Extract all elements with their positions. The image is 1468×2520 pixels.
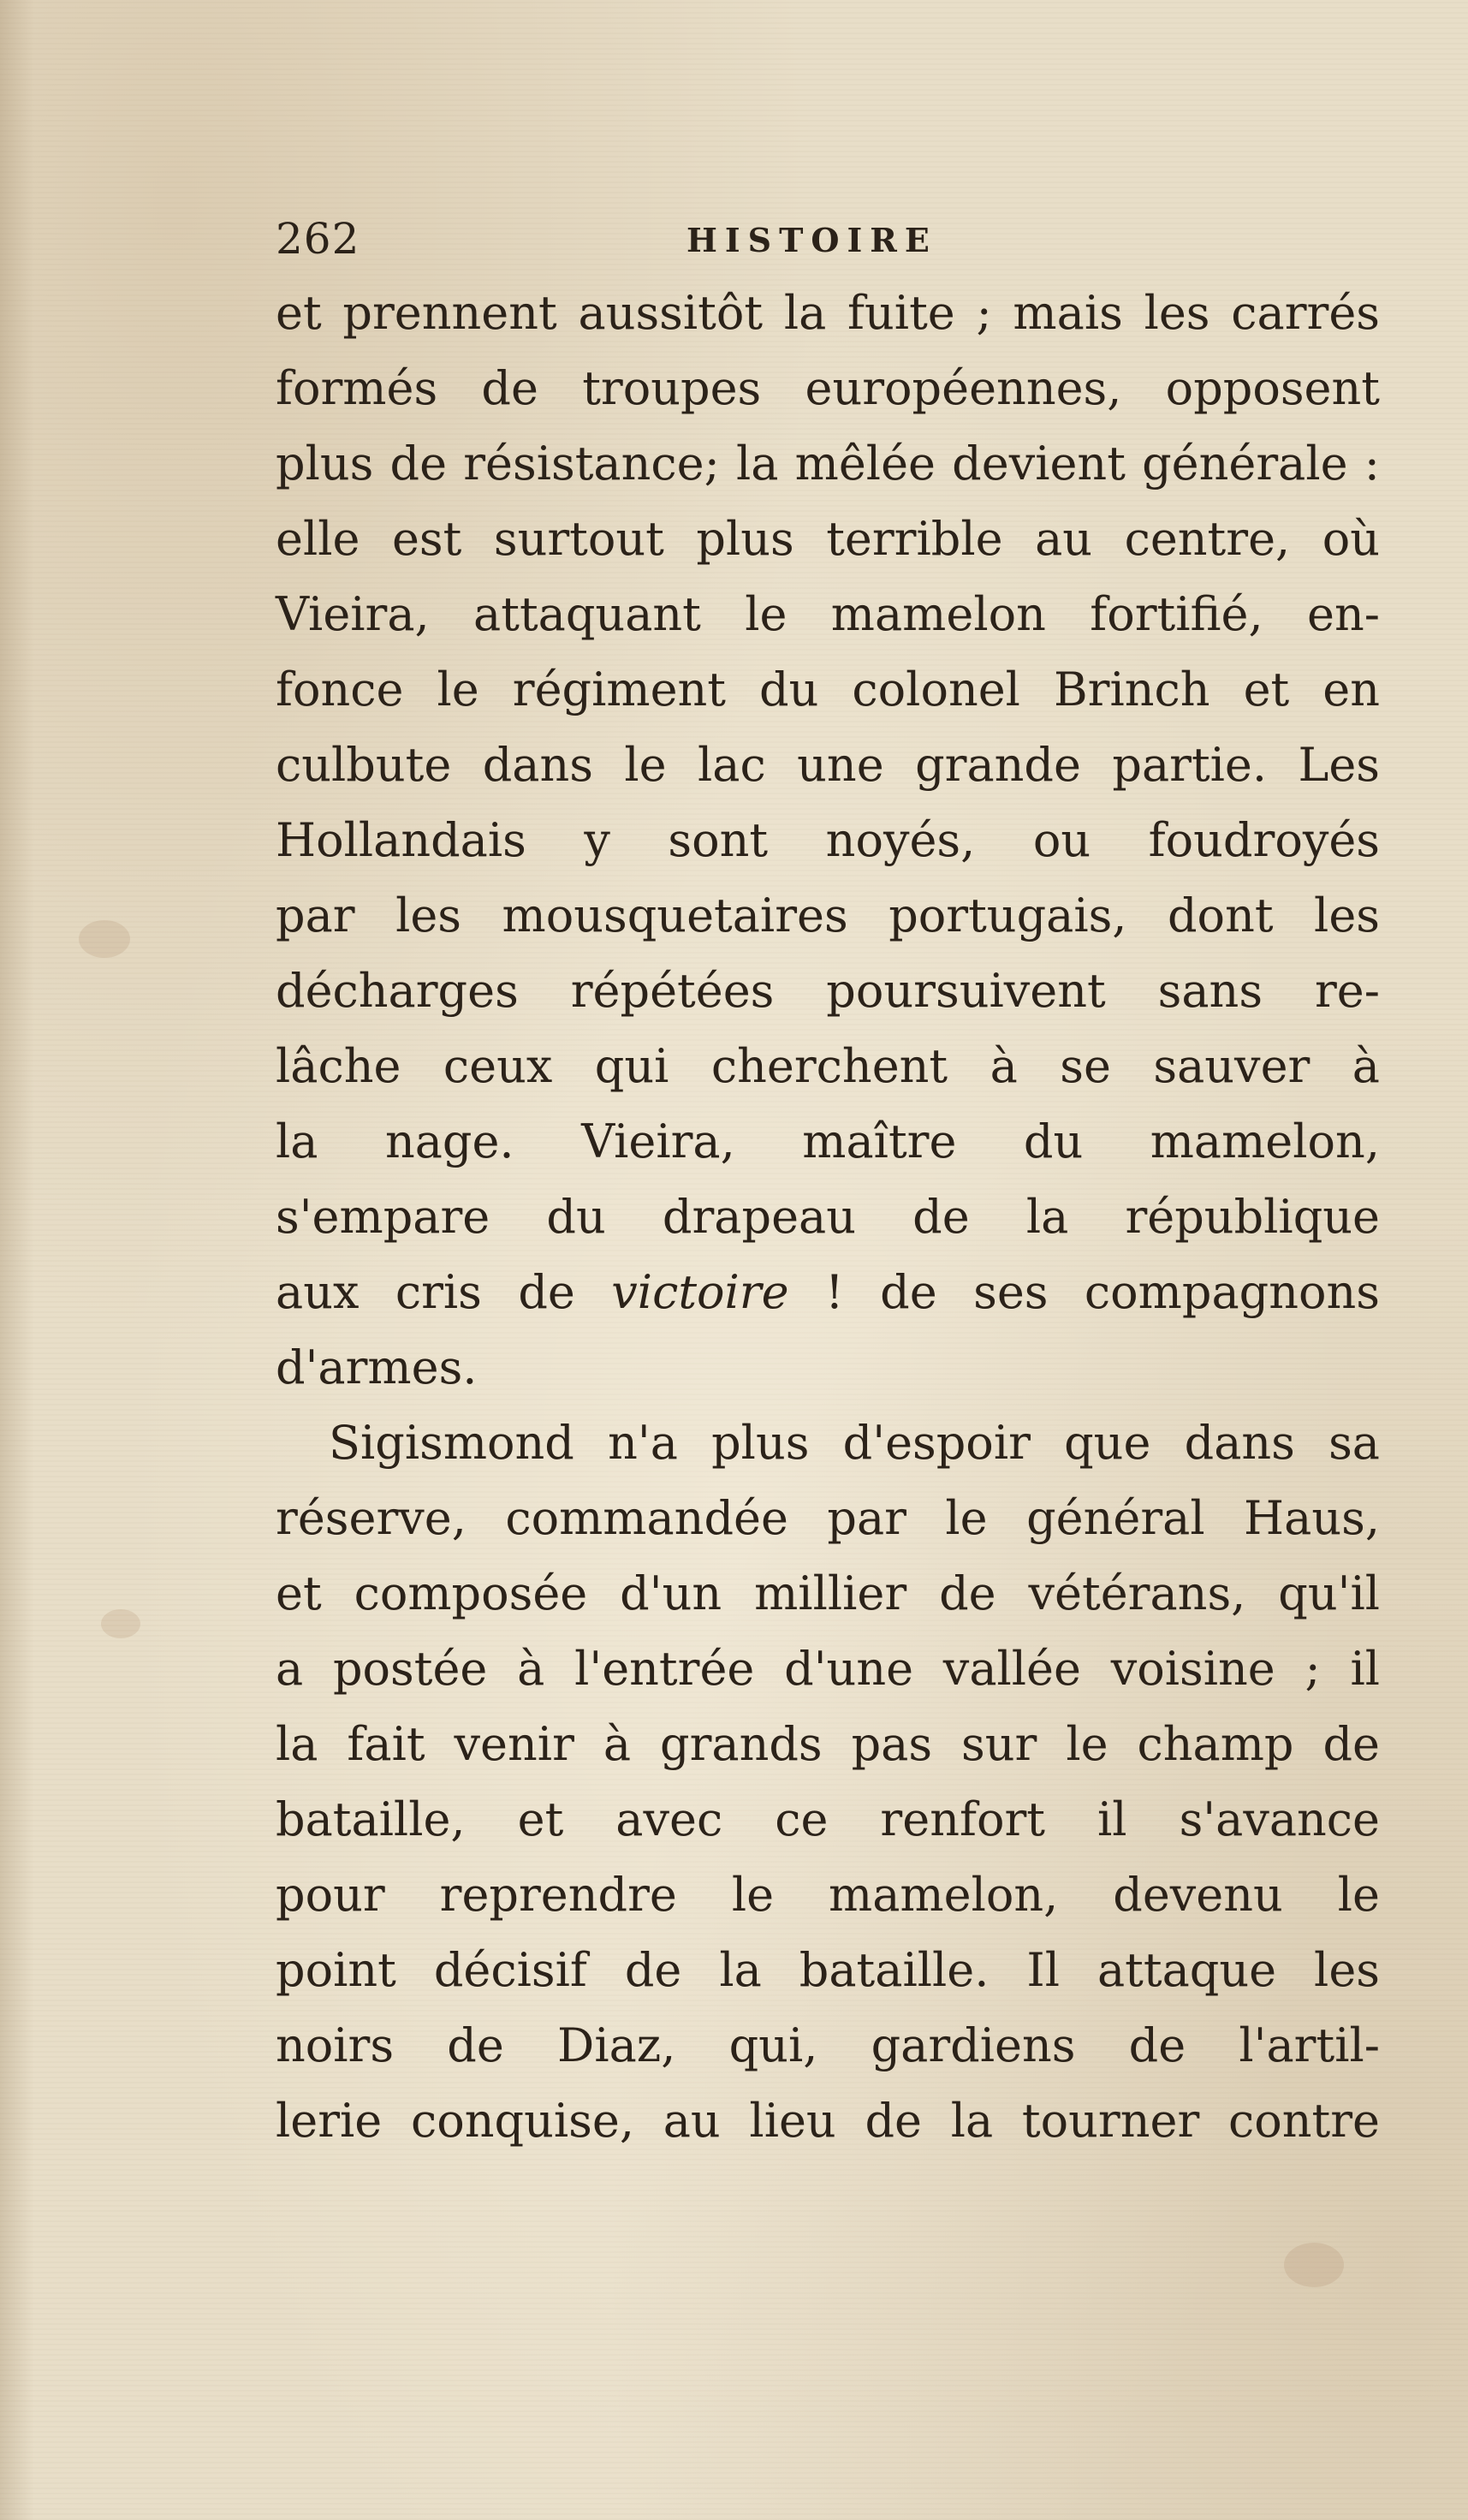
text-line: d'armes. <box>276 1340 478 1394</box>
text-line: noirs de Diaz, qui, gardiens de l'artil- <box>276 2018 1380 2072</box>
foxing-spot <box>1284 2243 1344 2287</box>
running-head: HISTOIRE <box>686 221 937 259</box>
text-line: Hollandais y sont noyés, ou foudroyés <box>276 813 1380 867</box>
text-line: décharges répétées poursuivent sans re- <box>276 964 1380 1018</box>
text-line: plus de résistance; la mêlée devient générale : <box>276 437 1380 490</box>
text-line: lâche ceux qui cherchent à se sauver à <box>276 1039 1380 1093</box>
text-line <box>276 1255 1380 1330</box>
text-line: la nage. Vieira, maître du mamelon, <box>276 1114 1380 1168</box>
italic-word: victoire <box>611 1265 789 1319</box>
text-line: formés de troupes européennes, opposent <box>276 361 1380 415</box>
foxing-spot <box>79 920 130 958</box>
text-line: point décisif de la bataille. Il attaque les <box>276 1943 1380 1997</box>
text-segment: ! de ses compagnons <box>788 1265 1380 1319</box>
text-line: et composée d'un millier de vétérans, qu'il <box>276 1566 1380 1620</box>
text-line: Vieira, attaquant le mamelon fortifié, en- <box>276 587 1380 641</box>
page-number: 262 <box>276 214 360 264</box>
foxing-spot <box>101 1609 140 1638</box>
text-line: bataille, et avec ce renfort il s'avance <box>276 1792 1380 1846</box>
text-line: réserve, commandée par le général Haus, <box>276 1491 1380 1545</box>
text-line: a postée à l'entrée d'une vallée voisine ; il <box>276 1642 1380 1696</box>
text-line: lerie conquise, au lieu de la tourner contre <box>276 2094 1380 2148</box>
text-line: elle est surtout plus terrible au centre, où <box>276 512 1380 566</box>
paragraph-start-line: Sigismond n'a plus d'espoir que dans sa <box>329 1416 1380 1470</box>
page-edge-shadow <box>0 0 34 2520</box>
body-text <box>276 276 1380 2159</box>
text-line: la fait venir à grands pas sur le champ de <box>276 1717 1380 1771</box>
text-line: par les mousquetaires portugais, dont les <box>276 889 1380 942</box>
text-line: s'empare du drapeau de la république <box>276 1190 1380 1244</box>
page-header <box>276 214 1380 265</box>
text-line: fonce le régiment du colonel Brinch et en <box>276 663 1380 716</box>
text-segment: aux cris de <box>276 1265 612 1319</box>
text-line: et prennent aussitôt la fuite ; mais les carrés <box>276 286 1380 340</box>
text-line: culbute dans le lac une grande partie. Les <box>276 738 1380 792</box>
text-line: pour reprendre le mamelon, devenu le <box>276 1868 1380 1922</box>
